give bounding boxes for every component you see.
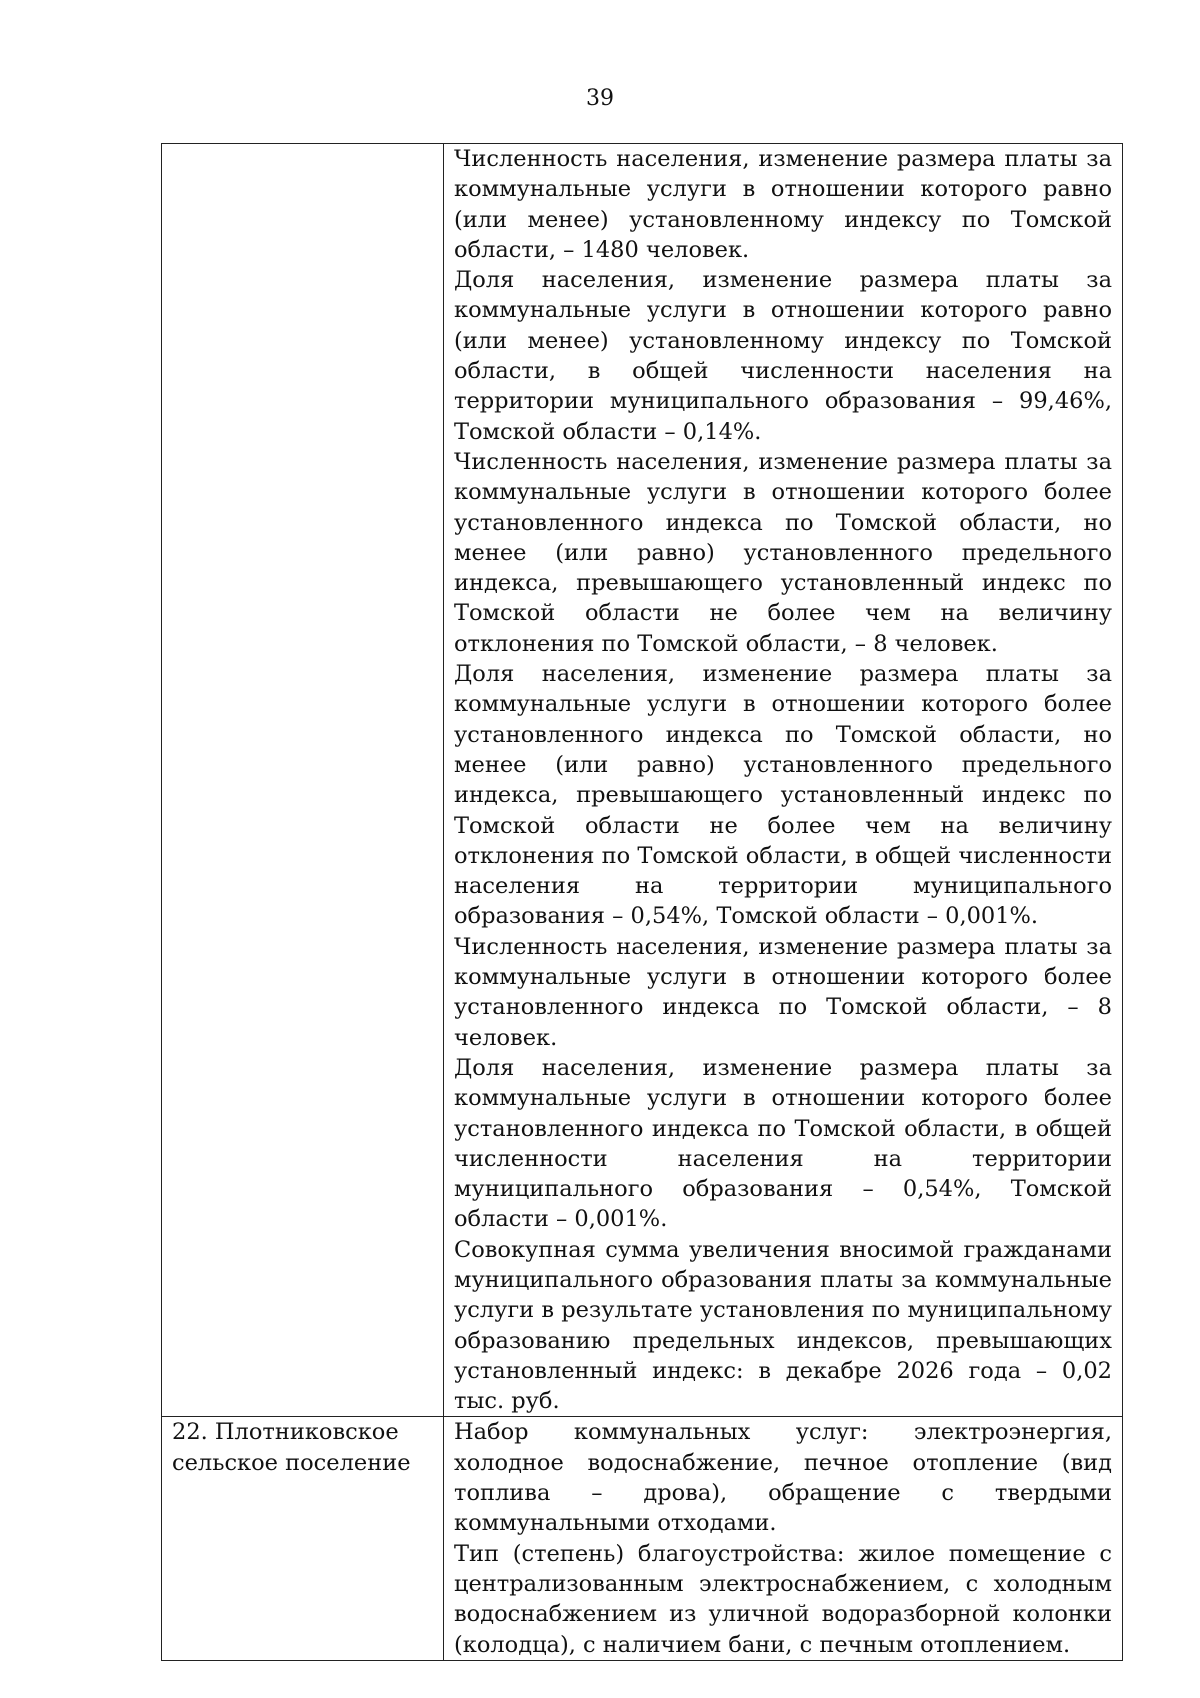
table-row [162, 144, 1123, 1417]
details-cell [444, 1417, 1123, 1660]
paragraph: Численность населения, изменение размера платы за коммунальные услуги в отношении которого равно (или менее) установленному индексу по Томской области, – 1480 человек. [454, 146, 1112, 263]
municipality-cell: 22. Плотниковское сельское поселение [162, 1417, 444, 1660]
paragraph: Численность населения, изменение размера платы за коммунальные услуги в отношении которого более установленного индекса по Томской области, но менее (или равно) установленного предельного индекса, превышающего установленный индекс по Томской области не более чем на величину отклонения по Томской области, – 8 человек. [454, 448, 1112, 657]
page-number: 39 [586, 86, 614, 111]
paragraph: Тип (степень) благоустройства: жилое помещение с централизованным электроснабжением, с холодным водоснабжением из уличной водоразборной колонки (колодца), с наличием бани, с печным отоплением. [454, 1540, 1112, 1658]
table-row [162, 1417, 1123, 1660]
paragraph: Набор коммунальных услуг: электроэнергия, холодное водоснабжение, печное отопление (вид топлива – дрова), обращение с твердыми коммунальными отходами. [454, 1419, 1112, 1537]
details-cell [444, 144, 1123, 1417]
municipal-table [161, 143, 1123, 1661]
paragraph: Совокупная сумма увеличения вносимой гражданами муниципального образования платы за коммунальные услуги в результате установления по муниципальному образованию предельных индексов, превышающих установленный индекс: в декабре 2026 года – 0,02 тыс. руб. [454, 1236, 1112, 1415]
paragraph: Доля населения, изменение размера платы за коммунальные услуги в отношении которого более установленного индекса по Томской области, в общей численности населения на территории муниципального образования – 0,54%, Томской области – 0,001%. [454, 1054, 1112, 1233]
paragraph: Численность населения, изменение размера платы за коммунальные услуги в отношении которого более установленного индекса по Томской области, – 8 человек. [454, 933, 1112, 1051]
paragraph: Доля населения, изменение размера платы за коммунальные услуги в отношении которого более установленного индекса по Томской области, но менее (или равно) установленного предельного индекса, превышающего установленный индекс по Томской области не более чем на величину отклонения по Томской области, в общей численности населения на территории муниципального образования – 0,54%, Томской области – 0,001%. [454, 661, 1112, 930]
municipality-cell [162, 144, 444, 1417]
paragraph: Доля населения, изменение размера платы за коммунальные услуги в отношении которого равно (или менее) установленному индексу по Томской области, в общей численности населения на территории муниципального образования – 99,46%, Томской области – 0,14%. [454, 267, 1112, 445]
